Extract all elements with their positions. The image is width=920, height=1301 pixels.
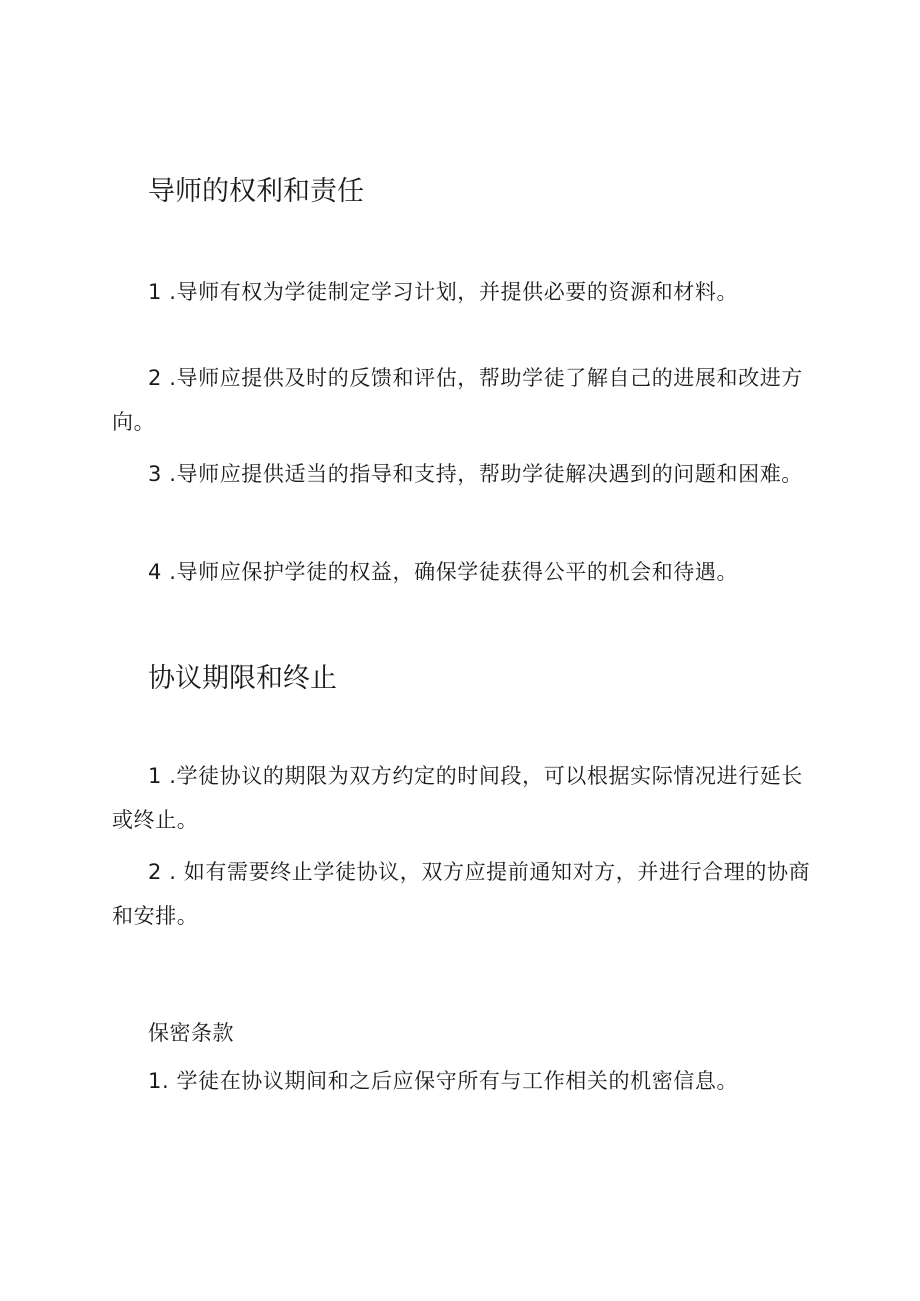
mentor-rights-item-4: 4 .导师应保护学徒的权益，确保学徒获得公平的机会和待遇。 bbox=[148, 560, 739, 584]
section-title-mentor-rights: 导师的权利和责任 bbox=[148, 176, 364, 207]
section-title-term-termination: 协议期限和终止 bbox=[148, 663, 337, 694]
mentor-rights-item-1: 1 .导师有权为学徒制定学习计划，并提供必要的资源和材料。 bbox=[148, 280, 739, 304]
mentor-rights-item-2: 2 .导师应提供及时的反馈和评估，帮助学徒了解自己的进展和改进方向。 bbox=[112, 366, 803, 434]
section-title-confidentiality: 保密条款 bbox=[148, 1021, 234, 1045]
term-item-1: 1 .学徒协议的期限为双方约定的时间段，可以根据实际情况进行延长或终止。 bbox=[112, 764, 803, 832]
confidentiality-item-1: 1. 学徒在协议期间和之后应保守所有与工作相关的机密信息。 bbox=[148, 1069, 739, 1093]
term-item-2: 2 . 如有需要终止学徒协议，双方应提前通知对方，并进行合理的协商和安排。 bbox=[112, 860, 811, 928]
mentor-rights-item-3: 3 .导师应提供适当的指导和支持，帮助学徒解决遇到的问题和困难。 bbox=[148, 462, 803, 486]
